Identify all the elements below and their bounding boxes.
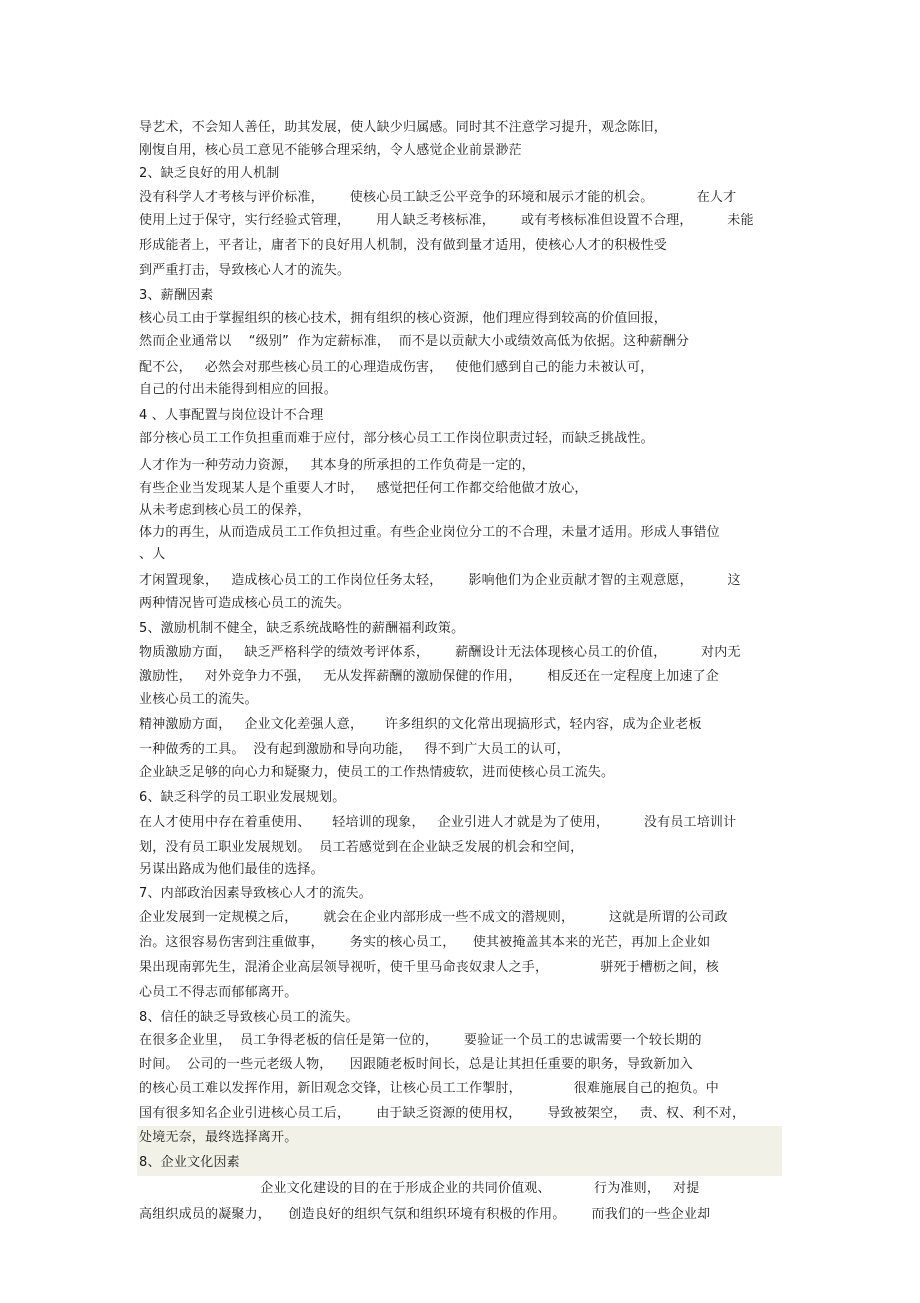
text-line: 果出现南郭先生，混淆企业高层领导视听，使千里马命丧奴隶人之手， 骈死于槽枥之间，核 bbox=[139, 960, 719, 975]
section-heading: 8、企业文化因素 bbox=[139, 1155, 240, 1170]
text-line: 物质激励方面， 缺乏严格科学的绩效考评体系， 薪酬设计无法体现核心员工的价值， 对内无 bbox=[139, 645, 741, 660]
text-line: 激励性， 对外竞争力不强， 无从发挥薪酬的激励保健的作用， 相反还在一定程度上加速了企 bbox=[139, 669, 719, 684]
text-line: 自己的付出未能得到相应的回报。 bbox=[139, 382, 338, 397]
text-line: 有些企业当发现某人是个重要人才时， 感觉把任何工作都交给他做才放心， bbox=[139, 481, 588, 496]
text-line: 形成能者上，平者让，庸者下的良好用人机制，没有做到量才适用，使核心人才的积极性受 bbox=[139, 238, 668, 253]
text-line: 、人 bbox=[139, 547, 166, 562]
section-heading: 7、内部政治因素导致核心人才的流失。 bbox=[139, 886, 372, 901]
text-line: 企业发展到一定规模之后， 就会在企业内部形成一些不成文的潜规则， 这就是所谓的公司政 bbox=[139, 910, 728, 925]
section-heading: 4 、人事配置与岗位设计不合理 bbox=[139, 408, 324, 423]
section-heading: 8、信任的缺乏导致核心员工的流失。 bbox=[139, 1010, 359, 1025]
text-line: 然而企业通常以 “级别” 作为定薪标准， 而不是以贡献大小或绩效高低为依据。这种薪酬分 bbox=[139, 334, 690, 349]
text-line: 时间。 公司的一些元老级人物， 因跟随老板时间长，总是让其担任重要的职务，导致新加入 bbox=[139, 1057, 693, 1072]
text-line: 部分核心员工工作负担重而难于应付，部分核心员工工作岗位职责过轻，而缺乏挑战性。 bbox=[139, 431, 654, 446]
text-line: 两种情况皆可造成核心员工的流失。 bbox=[139, 596, 351, 611]
text-line: 高组织成员的凝聚力， 创造良好的组织气氛和组织环境有积极的作用。 而我们的一些企业却 bbox=[139, 1207, 711, 1222]
text-line: 治。这很容易伤害到注重做事， 务实的核心员工， 使其被掩盖其本来的光芒，再加上企业如 bbox=[139, 935, 711, 950]
section-heading: 3、薪酬因素 bbox=[139, 288, 214, 303]
text-line: 精神激励方面， 企业文化差强人意， 许多组织的文化常出现搞形式，轻内容，成为企业老板 bbox=[139, 717, 702, 732]
text-line: 的核心员工难以发挥作用，新旧观念交锋，让核心员工工作掣肘， 很难施展自己的抱负。中 bbox=[139, 1081, 719, 1096]
text-line: 企业缺乏足够的向心力和疑聚力，使员工的工作热情疲软，进而使核心员工流失。 bbox=[139, 765, 615, 780]
text-line: 使用上过于保守，实行经验式管理， 用人缺乏考核标准， 或有考核标准但设置不合理， 未能 bbox=[139, 213, 754, 228]
text-line: 企业文化建设的目的在于形成企业的共同价值观、 行为准则， 对提 bbox=[139, 1181, 700, 1196]
section-heading: 5、激励机制不健全，缺乏系统战略性的薪酬福利政策。 bbox=[139, 621, 465, 636]
text-line: 刚愎自用，核心员工意见不能够合理采纳，令人感觉企业前景渺茫 bbox=[139, 143, 522, 158]
text-line: 核心员工由于掌握组织的核心技术，拥有组织的核心资源，他们理应得到较高的价值回报， bbox=[139, 311, 668, 326]
text-line: 才闲置现象， 造成核心员工的工作岗位任务太轻， 影响他们为企业贡献才智的主观意愿， 这 bbox=[139, 573, 741, 588]
section-heading: 6、缺乏科学的员工职业发展规划。 bbox=[139, 790, 346, 805]
text-line: 处境无奈，最终选择离开。 bbox=[139, 1130, 298, 1145]
text-line: 在人才使用中存在着重使用、 轻培训的现象， 企业引进人才就是为了使用， 没有员工培训计 bbox=[139, 815, 737, 830]
text-line: 在很多企业里， 员工争得老板的信任是第一位的， 要验证一个员工的忠诚需要一个较长期的 bbox=[139, 1033, 702, 1048]
text-line: 人才作为一种劳动力资源， 其本身的所承担的工作负荷是一定的， bbox=[139, 458, 535, 473]
text-line: 另谋出路成为他们最佳的选择。 bbox=[139, 862, 324, 877]
text-line: 国有很多知名企业引进核心员工后， 由于缺乏资源的使用权， 导致被架空， 责、权、利不对， bbox=[139, 1106, 746, 1121]
text-line: 心员工不得志而郁郁离开。 bbox=[139, 985, 298, 1000]
text-line: 没有科学人才考核与评价标准， 使核心员工缺乏公平竞争的环境和展示才能的机会。 在人才 bbox=[139, 190, 737, 205]
text-line: 一种做秀的工具。 没有起到激励和导向功能， 得不到广大员工的认可， bbox=[139, 742, 570, 757]
text-line: 从未考虑到核心员工的保养， bbox=[139, 503, 311, 518]
text-line: 到严重打击，导致核心人才的流失。 bbox=[139, 263, 351, 278]
text-line: 导艺术，不会知人善任，助其发展，使人缺少归属感。同时其不注意学习提升，观念陈旧， bbox=[139, 120, 668, 135]
section-heading: 2、缺乏良好的用人机制 bbox=[139, 166, 280, 181]
text-line: 划，没有员工职业发展规划。 员工若感觉到在企业缺乏发展的机会和空间， bbox=[139, 840, 584, 855]
text-line: 体力的再生，从而造成员工工作负担过重。有些企业岗位分工的不合理，未量才适用。形成人事错位 bbox=[139, 525, 720, 540]
text-line: 业核心员工的流失。 bbox=[139, 692, 258, 707]
text-line: 配不公， 必然会对那些核心员工的心理造成伤害， 使他们感到自己的能力未被认可， bbox=[139, 360, 654, 375]
